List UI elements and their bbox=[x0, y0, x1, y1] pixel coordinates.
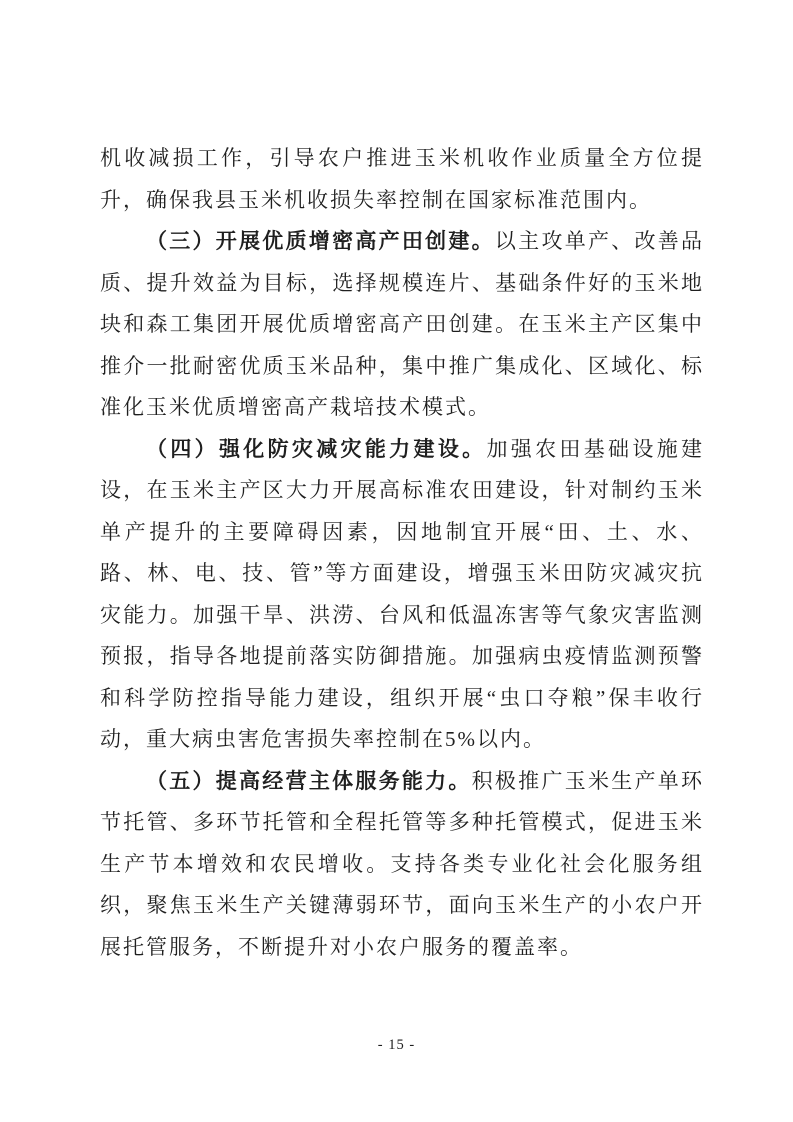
document-body bbox=[100, 138, 704, 968]
paragraph-text: 积极推广玉米生产单环节托管、多环节托管和全程托管等多种托管模式，促进玉米生产节本增效和农民增收。支持各类专业化社会化服务组织，聚焦玉米生产关键薄弱环节，面向玉米生产的小农户开展托管服务，不断提升对小农户服务的覆盖率。 bbox=[100, 768, 705, 959]
page-number: - 15 - bbox=[377, 1037, 416, 1053]
paragraph-text: 加强农田基础设施建设，在玉米主产区大力开展高标准农田建设，针对制约玉米单产提升的主要障碍因素，因地制宜开展“田、土、水、路、林、电、技、管”等方面建设，增强玉米田防灾减灾抗灾能力。加强干旱、洪涝、台风和低温冻害等气象灾害监测预报，指导各地提前落实防御措施。加强病虫疫情监测预警和科学防控指导能力建设，组织开展“虫口夺粮”保丰收行动，重大病虫害危害损失率控制在5%以内。 bbox=[100, 436, 705, 751]
section-heading: （五）提高经营主体服务能力。 bbox=[146, 768, 472, 793]
paragraph-section-4 bbox=[100, 429, 704, 761]
paragraph-section-3 bbox=[100, 221, 704, 429]
paragraph-section-5 bbox=[100, 761, 704, 969]
paragraph-continuation bbox=[100, 138, 704, 221]
section-heading: （三）开展优质增密高产田创建。 bbox=[146, 229, 495, 253]
paragraph-text: 以主攻单产、改善品质、提升效益为目标，选择规模连片、基础条件好的玉米地块和森工集团开展优质增密高产田创建。在玉米主产区集中推介一批耐密优质玉米品种，集中推广集成化、区域化、标准化玉米优质增密高产栽培技术模式。 bbox=[100, 229, 705, 419]
section-heading: （四）强化防灾减灾能力建设。 bbox=[146, 436, 487, 461]
paragraph-text: 机收减损工作，引导农户推进玉米机收作业质量全方位提升，确保我县玉米机收损失率控制在国家标准范围内。 bbox=[100, 146, 704, 212]
